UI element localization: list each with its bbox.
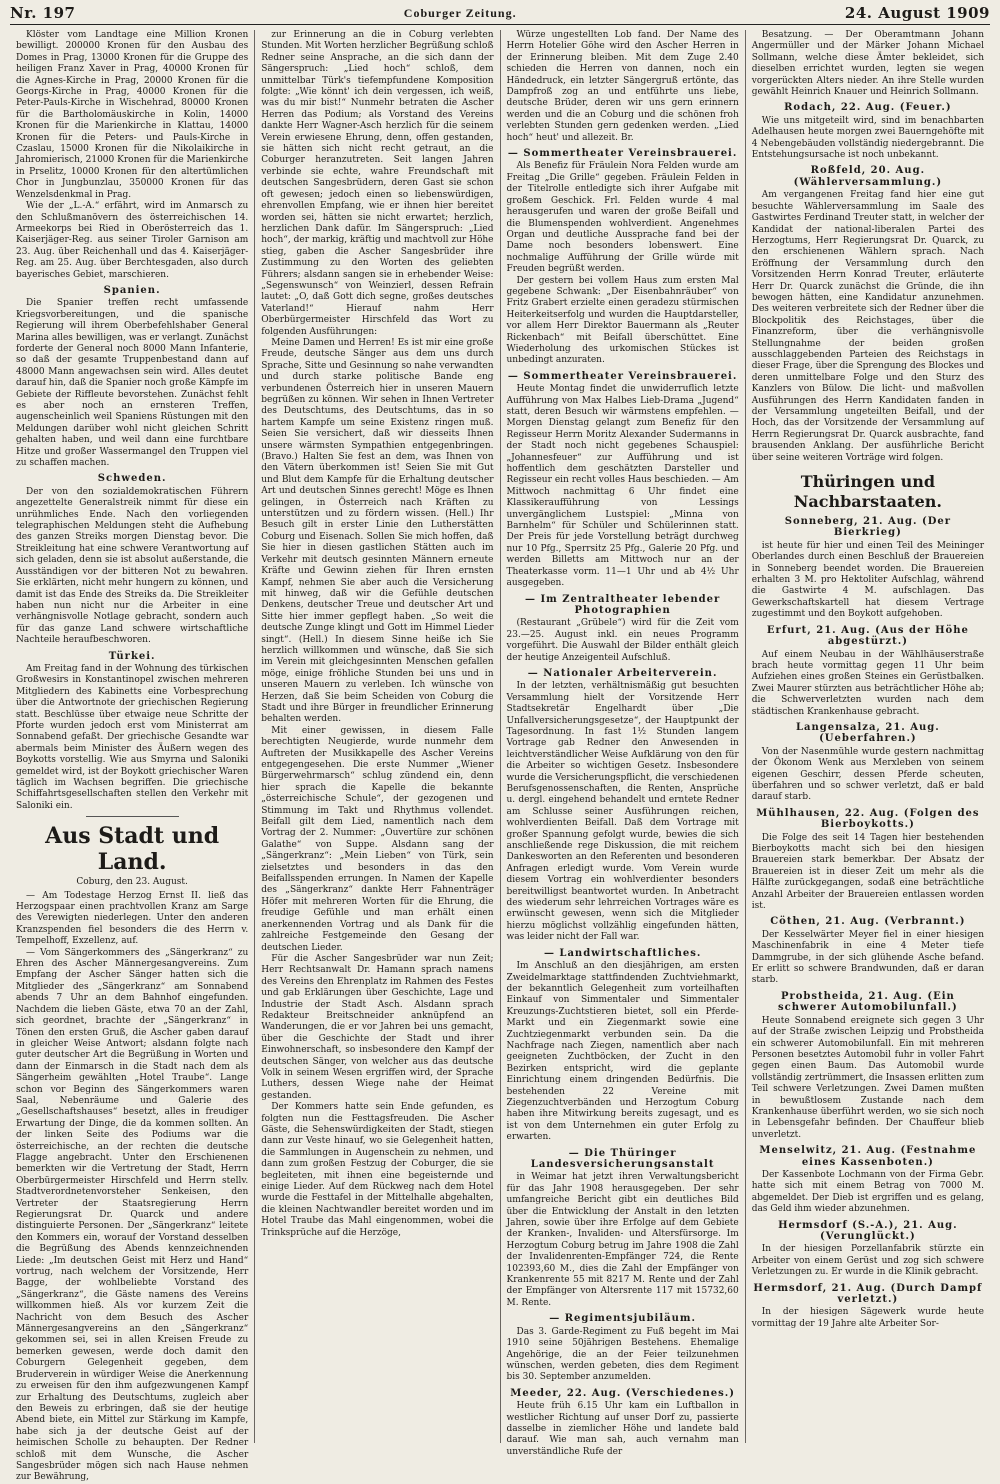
newspaper-title: Coburger Zeitung. [403, 5, 517, 20]
article-paragraph: — Vom Sängerkommers des „Sängerkranz“ zu Ehren des Ascher Männergesangvereins. Zum Empfang der Ascher Sänger hatten sich die Mitglieder des „Sängerkranz“ am Sonnabend abends 7 Uhr an dem Bahnhof eingefunden. Nachdem die lieben Gäste, etwa 70 an der Zahl, sich geordnet, brachte der „Sängerkranz“ in Tönen den ersten Gruß, die Ascher gaben darauf in gleicher Weise Antwort; alsdann folgte nach guter deutscher Art die Begrüßung in Worten und dann der Einmarsch in die Stadt nach dem als Sängerheim gewählten „Hotel Traube“. Lange schon vor Beginn des Sängerkommers waren Saal, Nebenräume und Galerie des „Gesellschaftshauses“ besetzt, alles in freudiger Erwartung der Dinge, die da kommen sollten. An der linken Seite des Podiums war die österreichische, an der rechten die deutsche Flagge angebracht. Unter den Erschienenen bemerkten wir die Vertretung der Stadt, Herrn Oberbürgermeister Hirschfeld und Herrn stellv. Stadtverordnetenvorsteher Senkeisen, den Vertreter der Staatsregierung Herrn Regierungsrat Dr. Quarck und andere distinguierte Personen. Der „Sängerkranz“ leitete den Kommers ein, worauf der Vorstand desselben die Begrüßung des Abends kennzeichnenden Liede: „Im deutschen Geist mit Herz und Hand“ vortrug, nach welchem der Vorsitzende, Herr Bagge, der wohlbeliebte Vorstand des „Sängerkranz“, die Gäste namens des Vereins willkommen hieß. Als vor kurzem Zeit die Nachricht von dem Besuch des Ascher Männergesangvereins an den „Sängerkranz“ gekommen sei, sei in allen Kreisen Freude zu bemerken gewesen, werde doch damit den Coburgern Gelegenheit gegeben, dem Bruderverein in würdiger Weise die Anerkennung zu erweisen für den ihm aufgezwungenen Kampf zur Erhaltung des Deutschtums, zugleich aber den Beweis zu erbringen, daß sie der heutige Abend biete, ein Mittel zur Stärkung im Kampfe, habe sich ja der deutsche Geist auf der heimischen Scholle zu behaupten. Der Redner schloß mit dem Wunsche, die Ascher Sangesbrüder mögen sich nach Hause nehmen zur Bewährung, [16, 947, 249, 1483]
column-3 [500, 30, 745, 1457]
article-paragraph: Von der Nasenmühle wurde gestern nachmittag der Ökonom Wenk aus Merxleben von seinem eigenen Geschirr, dessen Pferde scheuten, überfahren und so schwer verletzt, daß er bald darauf starb. [751, 746, 984, 803]
section-heading: — Die Thüringer Landesversicherungsanstalt [530, 1147, 715, 1170]
article-paragraph: Würze ungestellten Lob fand. Der Name des Herrn Hotelier Göhe wird den Ascher Herren in der Erinnerung bleiben. Mit dem Zuge 2.40 schieden die Herren von dannen, noch ein Händedruck, ein letzter Sängergruß ertönte, das Dampfroß zog an und entführte uns liebe, deutsche Brüder, deren wir uns gern erinnern werden und die an Coburg und die schönen froh verlebten Stunden gern gedenken werden. „Lied hoch“ heut' und allezeit. Br. [506, 30, 739, 143]
article-paragraph: Am vergangenen Freitag fand hier eine gut besuchte Wählerversammlung im Saale des Gastwirtes Ferdinand Treuter statt, in welcher der Kandidat der national-liberalen Partei des Herzogtums, Herr Regierungsrat Dr. Quarck, zu den erschienenen Wählern sprach. Nach Eröffnung der Versammlung durch den Vorsitzenden Herrn Konrad Treuter, erläuterte Herr Dr. Quarck zunächst die Gründe, die ihn bewogen hätten, eine Kandidatur anzunehmen. Des weiteren verbreitete sich der Redner über die Blockpolitik des Reichstages, über die Finanzreform, über die verhängnisvolle Stellungnahme der beiden großen ausschlaggebenden Parteien des Reichstags in dieser Frage, über die Sprengung des Blockes und deren unmittelbare Folge und den Sturz des Kanzlers von Bülow. Die licht- und maßvollen Ausführungen des Herrn Kandidaten fanden in der Versammlung ungeteilten Beifall, und der Hoch, das der Vorsitzende der Versammlung auf Herrn Regierungsrat Dr. Quarck ausbrachte, fand brausenden Anklang. Der ausführliche Bericht über seine weiteren Vorträge wird folgen. [751, 190, 984, 463]
article-paragraph: Der Kesselwärter Meyer fiel in einer hiesigen Maschinenfabrik in eine 4 Meter tiefe Dammgrube, in der sich glühende Asche befand. Er erlitt so schwere Brandwunden, daß er daran starb. [751, 929, 984, 986]
section-heading: — Regimentsjubiläum. [549, 1313, 696, 1325]
masthead [10, 2, 990, 25]
section-divider [86, 816, 179, 817]
section-heading: Menselwitz, 21. Aug. (Festnahme eines Kassenboten.) [759, 1145, 977, 1168]
section-heading: Rodach, 22. Aug. (Feuer.) [784, 102, 952, 114]
article-paragraph: In der hiesigen Porzellanfabrik stürzte ein Arbeiter von einem Gerüst und zog sich schwere Verletzungen zu. Er wurde in die Klinik gebracht. [751, 1244, 984, 1278]
section-heading: Hermsdorf, 21. Aug. (Durch Dampf verletzt.) [753, 1282, 983, 1306]
issue-date: 24. August 1909 [844, 4, 990, 22]
article-paragraph: Klöster vom Landtage eine Million Kronen bewilligt. 200000 Kronen für den Ausbau des Domes in Prag, 13000 Kronen für die Gruppe des heiligen Franz Xaver in Prag, 40000 Kronen für die Agnes-Kirche in Prag, 20000 Kronen für die Georgs-Kirche in Prag, 40000 Kronen für die Peter-Pauls-Kirche in Wischehrad, 80000 Kronen für die Bartholomäuskirche in Kolin, 14000 Kronen für die Marienkirche in Klattau, 14000 Kronen für die Peters- und Pauls-Kirche in Czaslau, 15000 Kronen für die Nikolaikirche in Jahromierisch, 21000 Kronen für die Marienkirche in Prselitz, 10000 Kronen für den altertümlichen Chor in Jungbunzlau, 350000 Kronen für das Wenzelsdenkmal in Prag. [16, 30, 249, 200]
dateline: Coburg, den 23. August. [76, 877, 188, 888]
article-paragraph: Der Kassenbote Lochmann von der Firma Gebr. hatte sich mit einem Betrag von 7000 M. abgemeldet. Der Dieb ist ergriffen und es gelang, das Geld ihm wieder abzunehmen. [751, 1169, 984, 1215]
section-heading: — Landwirtschaftliches. [543, 947, 702, 959]
article-paragraph: Der gestern bei vollem Haus zum ersten Mal gegebene Schwank: „Der Eisenbahnräuber“ von Fritz Grabert erzielte einen geradezu stürmischen Heiterkeitserfolg und wurden die Hauptdarsteller, vor allem Herr Direktor Bauermann als „Reuter Rickenbach“ mit Beifall überschüttet. Eine Wiederholung des urkomischen Stückes ist unbedingt anzuraten. [506, 275, 739, 366]
section-heading: Schweden. [97, 473, 167, 485]
section-heading: Spanien. [103, 284, 161, 296]
article-paragraph: Mit einer gewissen, in diesem Falle berechtigten Neugierde, wurde nunmehr dem Auftreten der Musikkapelle des Ascher Vereins entgegengesehen. Die erste Nummer „Wiener Bürgerwehrmarsch“ schlug zündend ein, denn hier sprach die Kapelle die bekannte „österreichische Schule“, der gezogenen und Stimmung im Takt und Rhythmus vollendet. Beifall gilt dem Lied, namentlich nach dem Vortrag der 2. Nummer: „Ouvertüre zur schönen Galathe“ von Suppe. Alsdann sang der „Sängerkranz“: „Mein Lieben“ von Türk, sein zielsetztes und besonders in das den Beifallsspenden errungen. In Namen der Kapelle des „Sängerkranz“ dankte Herr Fahnenträger Höfer mit mehreren Worten für die Ehrung, die freudige Gefühle und man erhält einen anerkennenden Vortrag und als Dank für die zahlreiche Festgemeinde den Gesang der deutschen Lieder. [261, 725, 494, 953]
article-paragraph: Wie der „L.-A.“ erfährt, wird im Anmarsch zu den Schlußmanövern des österreichischen 14. Armeekorps bei Ried in Oberösterreich das 1. Kaiserjäger-Reg. aus seiner Tiroler Garnison am 23. Aug. über Reichenhall und das 4. Kaiserjäger-Reg. am 25. Aug. über Berchtesgaden, also durch bayerisches Gebiet, marschieren. [16, 201, 249, 280]
section-heading: Erfurt, 21. Aug. (Aus der Höhe abgestürzt.) [766, 624, 969, 648]
article-paragraph: In der letzten, verhältnismäßig gut besuchten Versammlung hielt der Vorsitzende Herr Stadtsekretär Engelhardt über „Die Unfallversicherungsgesetze“, der Hauptpunkt der Tagesordnung. In fast 1½ Stunden langem Vortrage gab Redner den Anwesenden in leichtverständlicher Weise Aufklärung von den für die Arbeiter so wichtigen Gesetz. Insbesondere wurde die Versicherungspflicht, die verschiedenen Berufsgenossenschaften, die Renten, Ansprüche u. dergl. eingehend behandelt und erntete Redner am Schlusse seiner Ausführungen reichen, wohlverdienten Beifall. Daß dem Vortrage mit großer Spannung gefolgt wurde, bewies die sich anschließende rege Diskussion, die mit reichem Dankesworten an den Referenten und besonderen Anfragen erledigt wurde. Vom Verein wurde diesem Vortrag ein wohlverdienter besonders bereitwilligst beantwortet wurden. In Anbetracht des wiederum sehr lehrreichen Vortrages wäre es erwünscht gewesen, wenn sich die Mitglieder hierzu möglichst vollzählig eingefunden hätten, was leider nicht der Fall war. [506, 681, 739, 943]
issue-number: Nr. 197 [10, 4, 76, 22]
article-paragraph: Wie uns mitgeteilt wird, sind im benachbarten Adelhausen heute morgen zwei Bauerngehöfte mit 4 Nebengebäuden vollständig niedergebrannt. Die Entstehungsursache ist noch unbekannt. [751, 115, 984, 161]
article-paragraph: Heute Montag findet die unwiderruflich letzte Aufführung von Max Halbes Lieb-Drama „Jugend“ statt, deren Besuch wir wärmstens empfehlen. — Morgen Dienstag gelangt zum Benefiz für den Regisseur Herrn Moritz Alexander Sudermanns in der Stadt noch nicht gegebenes Schauspiel: „Johannesfeuer“ zur Aufführung und ist hoffentlich dem geschätzten Darsteller und Regisseur ein recht volles Haus beschieden. — Am Mittwoch nachmittag 6 Uhr findet eine Klassikeraufführung von Lessings unvergänglichem Lustspiel: „Minna von Barnhelm“ für Schüler und Schülerinnen statt. Der Preis für jede Vorstellung beträgt durchweg nur 10 Pfg., Sperrsitz 25 Pfg., Galerie 20 Pfg. und werden Billetts am Mittwoch nur an der Theaterkasse vorm. 11—1 Uhr und ab 4½ Uhr ausgegeben. [506, 384, 739, 589]
section-heading: — Im Zentraltheater lebender Photographien [525, 593, 721, 616]
article-paragraph: Für die Ascher Sangesbrüder war nun Zeit; Herr Rechtsanwalt Dr. Hamann sprach namens des Vereins den Ehrenplatz im Rahmen des Festes und gab Erklärungen über Geschichte, Lage und Industrie der Stadt Asch. Alsdann sprach Redakteur Breitschneider anknüpfend an Wanderungen, die er vor Jahren bei uns gemacht, über die Geschichte der Stadt und ihrer Einwohnerschaft, so insbesondere den Kampf der deutschen Sänger, von welcher aus das deutsche Volk in seinem Wesen ergriffen wird, der Sprache Luthers, dessen Wiege nahe der Heimat gestanden. [261, 953, 494, 1101]
article-paragraph: — Am Todestage Herzog Ernst II. ließ das Herzogspaar einen prachtvollen Kranz am Sarge des Verewigten niederlegen. Unter den anderen Kranzspenden fiel besonders die des Herrn v. Tempelhoff, Exzellenz, auf. [16, 890, 249, 947]
article-paragraph: Der Kommers hatte sein Ende gefunden, es folgten nun die Festtagsfreuden. Die Ascher Gäste, die Sehenswürdigkeiten der Stadt, stiegen dann zur Veste hinauf, wo sie Gelegenheit hatten, die Sammlungen in Augenschein zu nehmen, und dann zum großen Festzug der Coburger, die sie begleiteten, mit ihnen eine begeisternde und einige Lieder. Auf dem Rückweg nach dem Hotel wurde die Festtafel in der Mittelhalle abgehalten, die kleinen Nachtwandler bereitet worden und im Hotel Traube das Mahl eingenommen, wobei die Trinksprüche auf die Herzöge, [261, 1102, 494, 1238]
article-paragraph: ist heute für hier und einen Teil des Meininger Oberlandes durch einen Beschluß der Brauereien in Sonneberg beendet worden. Die Brauereien erhalten 3 M. pro Hektoliter Aufschlag, während die Gastwirte 4 M. aufschlagen. Das Gewerkschaftskartell hat diesem Vertrage zugestimmt und den Boykott aufgehoben. [751, 540, 984, 620]
section-heading: Mühlhausen, 22. Aug. (Folgen des Bierboykotts.) [756, 807, 980, 831]
section-heading: Türkei. [108, 650, 156, 662]
column-1 [10, 30, 254, 1483]
section-heading: — Sommertheater Vereinsbrauerei. [507, 370, 738, 382]
article-paragraph: Der von den sozialdemokratischen Führern angezettelte Generalstreik nimmt für diese ein unrühmliches Ende. Nach den vorliegenden telegraphischen Meldungen steht die Aufhebung des ganzen Streiks morgen Dienstag bevor. Die Streikleitung hat eine schwere Verantwortung auf sich geladen, denn sie ist absolut außerstande, die Ausständigen vor der bitteren Not zu bewahren. Sie erklärten, nicht mehr hungern zu können, und damit ist das Ende des Streiks da. Die Streikleiter haben nun nicht nur die Arbeiter in eine verhängnisvolle Notlage gebracht, sondern auch für das ganze Land schwere wirtschaftliche Nachteile heraufbeschworen. [16, 486, 249, 646]
section-heading: Sonneberg, 21. Aug. (Der Bierkrieg) [784, 516, 952, 539]
article-paragraph: zur Erinnerung an die in Coburg verlebten Stunden. Mit Worten herzlicher Begrüßung schloß Redner seine Ansprache, an die sich dann der Sängerspruch: „Lied hoch“ schloß, dem unmittelbar Türk's tiefempfundene Komposition folgte: „Wie könnt' ich dein vergessen, ich weiß, was du mir bist!“ Nunmehr betraten die Ascher Herren das Podium; als Vorstand des Vereins dankte Herr Wagner-Asch herzlich für die seinem Verein erwiesene Ehrung, denn, offen gestanden, sie hätten sich nicht recht getraut, an die Coburger heranzutreten. Seit langen Jahren verbinde sie echte, wahre Freundschaft mit deutschen Sangesbrüdern, deren Gast sie schon oft gewesen; jedoch einen so liebenswürdigen, ehrenvollen Empfang, wie er ihnen hier bereitet worden sei, hätten sie nicht erwartet; herzlich, herzlichen Dank dafür. Im Sängerspruch: „Lied hoch“, der markig, kräftig und machtvoll zur Höhe stieg, gaben die Ascher Sangesbrüder ihre Zustimmung zu den Worten des geliebten Führers; alsdann sangen sie in erhebender Weise: „Segenswunsch“ von Weinzierl, dessen Refrain lautet: „O, daß Gott dich segne, großes deutsches Vaterland!“ Hierauf nahm Herr Oberbürgermeister Hirschfeld das Wort zu folgenden Ausführungen: [261, 30, 494, 337]
article-paragraph: In der hiesigen Sägewerk wurde heute vormittag der 19 Jahre alte Arbeiter Sor- [751, 1307, 984, 1329]
column-2 [254, 30, 499, 1443]
article-paragraph: in Weimar hat jetzt ihren Verwaltungsbericht für das Jahr 1908 herausgegeben. Der sehr umfangreiche Bericht gibt ein deutliches Bild über die Entwicklung der Anstalt in den letzten Jahren, sowie über ihre Erfolge auf dem Gebiete der Kranken-, Invaliden- und Altersfürsorge. Im Herzogtum Coburg betrug im Jahre 1908 die Zahl der Invalidenrenten-Empfänger 724, die Rente 102393,60 M., dies die Zahl der Empfänger von Krankenrente 55 mit 8217 M. Rente und der Zahl der Empfänger von Altersrente 117 mit 15732,60 M. Rente. [506, 1172, 739, 1308]
article-paragraph: Heute früh 6.15 Uhr kam ein Luftballon in westlicher Richtung auf unser Dorf zu, passierte dasselbe in ziemlicher Höhe und landete bald darauf. Wie man sah, auch vernahm man unverständliche Rufe der [506, 1401, 739, 1457]
article-paragraph: (Restaurant „Grübele“) wird für die Zeit vom 23.—25. August inkl. ein neues Programm vorgeführt. Die Auswahl der Bilder enthält gleich der heutige Anzeigenteil Aufschluß. [506, 618, 739, 663]
columns-container [10, 30, 990, 1483]
column-4 [745, 30, 990, 1443]
local-news-title: Aus Stadt und Land. [45, 823, 220, 876]
section-heading: Probstheida, 21. Aug. (Ein schwerer Automobilunfall.) [778, 990, 958, 1014]
article-paragraph: Heute Sonnabend ereignete sich gegen 3 Uhr auf der Straße zwischen Leipzig und Probstheida ein schwerer Automobilunfall. Ein mit mehreren Personen besetztes Automobil fuhr in voller Fahrt gegen einen Baum. Das Automobil wurde vollständig zertrümmert, die Insassen erlitten zum Teil schwere Verletzungen. Zwei Damen mußten in bewußtlosem Zustande nach dem Krankenhause überführt werden, wo sie sich noch in Lebensgefahr befinden. Der Chauffeur blieb unverletzt. [751, 1015, 984, 1140]
section-heading: — Nationaler Arbeiterverein. [527, 667, 718, 679]
section-heading: Meeder, 22. Aug. (Verschiedenes.) [510, 1387, 735, 1399]
article-paragraph: Das 3. Garde-Regiment zu Fuß begeht im Mai 1910 seine 50jährigen Bestehens. Ehemalige Angehörige, die an der Feier teilzunehmen wünschen, werden gebeten, dies dem Regiment bis 30. September anzumelden. [506, 1326, 739, 1383]
section-heading: Langensalza, 21. Aug. (Ueberfahren.) [795, 721, 940, 745]
article-paragraph: Im Anschluß an den diesjährigen, am ersten Zweidelmarktage stattfindenden Zuchtviehmarkt, der bekanntlich Gelegenheit zum vorteilhaften Einkauf von Simmentaler und Simmentaler Kreuzungs-Zuchtstieren bietet, soll ein Pferde-Markt und ein Ziegenmarkt sowie eine Zuchtziegenmarkt verbunden sein. Da die Nachfrage nach Ziegen, namentlich aber nach geeigneten Zuchtböcken, der Zucht in den Bezirken entspricht, wird die geplante Einrichtung einem dringenden Bedürfnis. Die bestehenden 22 Vereine mit Ziegenzuchtverbänden und Herzogtum Coburg haben ihre Mitwirkung bereits zugesagt, und es ist von dem Unternehmen ein guter Erfolg zu erwarten. [506, 961, 739, 1143]
regional-news-title: Thüringen und Nachbarstaaten. [793, 472, 942, 512]
article-paragraph: Besatzung. — Der Oberamtmann Johann Angermüller und der Märker Johann Michael Sollmann, welche diese Ämter bekleidet, sich dieselben errichtet wurden, legten sie wegen vorgerückten Alters nieder. An ihre Stelle wurden gewählt Heinrich Knauer und Heinrich Sollmann. [751, 30, 984, 98]
section-heading: — Sommertheater Vereinsbrauerei. [507, 148, 738, 160]
article-paragraph: Die Spanier treffen recht umfassende Kriegsvorbereitungen, und die spanische Regierung will ihrem Oberbefehlshaber General Marina alles bewilligen, was er verlangt. Zunächst forderte der General noch 8000 Mann Infanterie, so daß der gesamte Truppenbestand dann auf 48000 Mann angewachsen sein wird. Alles deutet darauf hin, daß die Spanier noch große Kämpfe im Gebiete der Riffleute bevorstehen. Zunächst fehlt es aber noch an ernsteren Treffen, augenscheinlich weil Spaniens Rüstungen mit den Meldungen darüber wohl nicht gleichen Schritt gehalten haben, und weil dann eine furchtbare Hitze und großer Wassermangel den Truppen viel zu schaffen machen. [16, 298, 249, 469]
article-paragraph: Als Benefiz für Fräulein Nora Felden wurde am Freitag „Die Grille“ gegeben. Fräulein Felden in der Titelrolle entledigte sich ihrer Aufgabe mit großem Geschick. Frl. Felden wurde 4 mal herausgerufen und waren der große Beifall und die Blumenspenden wohlverdient. Angenehmes Organ und deutliche Aussprache fand bei der Dame noch besonders lobenswert. Eine nochmalige Aufführung der Grille würde mit Freuden begrüßt werden. [506, 161, 739, 275]
section-heading: Cöthen, 21. Aug. (Verbrannt.) [770, 916, 966, 928]
section-heading: Hermsdorf (S.-A.), 21. Aug. (Verunglückt.) [778, 1219, 958, 1242]
article-paragraph: Am Freitag fand in der Wohnung des türkischen Großwesirs in Konstantinopel zwischen mehreren Mitgliedern des Kabinetts eine Vorbesprechung über die Antwortnote der griechischen Regierung statt. Beschlüsse über etwaige neue Schritte der Pforte wurden jedoch erst vom Ministerrat am Sonnabend gefaßt. Der griechische Gesandte war abermals beim Minister des Äußern wegen des Boykotts vorstellig. Wie aus Smyrna und Saloniki gemeldet wird, ist der Boykott griechischer Waren täglich im Wachsen begriffen. Die griechische Schiffahrtsgesellschaften stellen den Verkehr mit Saloniki ein. [16, 663, 249, 811]
article-paragraph: Auf einem Neubau in der Wählhäuserstraße brach heute vormittag gegen 11 Uhr beim Aufziehen eines großen Steines ein Gerüstbalken. Zwei Maurer stürzten aus beträchtlicher Höhe ab; die Schwerverletzten wurden nach dem städtischen Krankenhause gebracht. [751, 649, 984, 717]
article-paragraph: Die Folge des seit 14 Tagen hier bestehenden Bierboykotts macht sich bei den hiesigen Brauereien stark bemerkbar. Der Absatz der Brauereien ist in dieser Zeit um mehr als die Hälfte zurückgegangen, sodaß eine beträchtliche Anzahl Arbeiter der Brauereien entlassen worden ist. [751, 832, 984, 912]
section-heading: Roßfeld, 20. Aug. (Wählerversammlung.) [793, 165, 943, 188]
article-paragraph: Meine Damen und Herren! Es ist mir eine große Freude, deutsche Sänger aus dem uns durch Sprache, Sitte und Gesinnung so nahe verwandten und durch starke politische Bande eng verbundenen Österreich hier in unseren Mauern begrüßen zu können. Wir sehen in Ihnen Vertreter des Deutschtums, des Deutschtums, das in so hartem Kampfe um seine Existenz ringen muß. Seien Sie versichert, daß wir diesseits Ihnen unsere wärmsten Sympathien entgegenbringen. (Bravo.) Halten Sie fest an dem, was Ihnen von den Vätern überkommen ist! Seien Sie mit Gut und Blut dem Kampfe für die Erhaltung deutscher Art und deutschen Sinnes gerecht! Möge es Ihnen gelingen, in Österreich nach Kräften zu unterstützen und zu fördern wissen. (Hell.) Ihr Besuch gilt in erster Linie den Lutherstätten Coburg und Eisenach. Sollen Sie mich hoffen, daß Sie hier in diesen gastlichen Stätten auch im Verkehr mit deutsch gesinnten Männern erneute Kräfte und Gewinn ziehen für Ihren ernsten Kampf, nehmen Sie aber auch die Versicherung mit hinweg, daß wir die Gefühle deutschen Denkens, deutscher Treue und deutscher Art und Sitte hier immer gepflegt haben. „So weit die deutsche Zunge klingt und Gott im Himmel Lieder singt“. (Hell.) In diesem Sinne heiße ich Sie herzlich willkommen und wünsche, daß Sie sich im Verein mit gleichgesinnten Menschen gefallen möge, einige fröhliche Stunden bei uns und in unseren Mauern zu verleben. Ich wünsche von Herzen, daß Sie beim Scheiden von Coburg die Stadt und ihre Bürger in freundlicher Erinnerung behalten werden. [261, 337, 494, 725]
